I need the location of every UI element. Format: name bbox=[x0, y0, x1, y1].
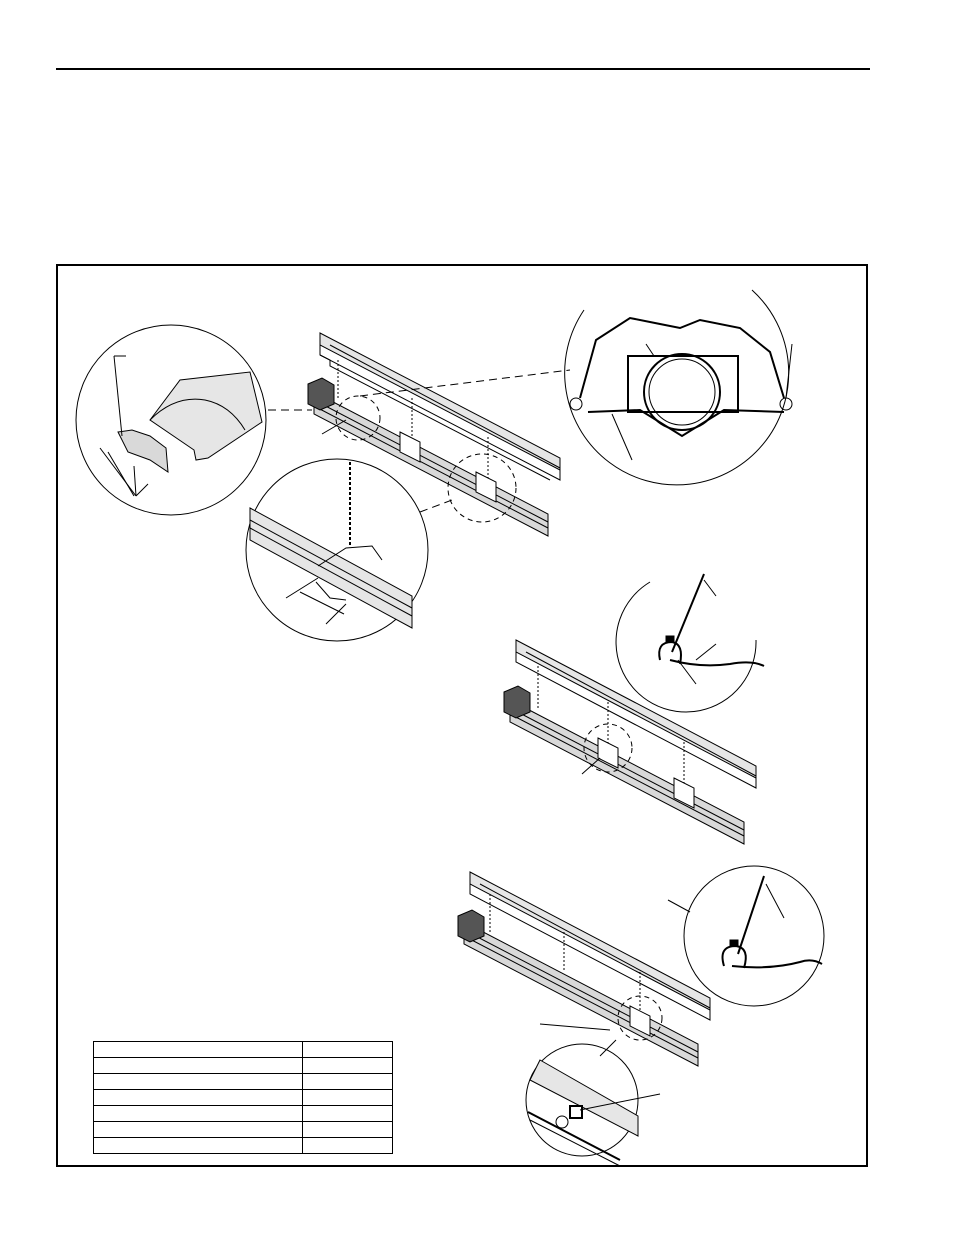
table-row bbox=[94, 1058, 393, 1074]
table-row bbox=[94, 1090, 393, 1106]
chain-hanger-detail bbox=[246, 459, 428, 641]
end-cap-detail bbox=[76, 325, 266, 515]
hook-detail-lower bbox=[668, 866, 824, 1006]
reflector-hanger-detail bbox=[564, 267, 800, 503]
heater-assembly-bottom bbox=[458, 872, 710, 1066]
table-row bbox=[94, 1074, 393, 1090]
table-row bbox=[94, 1042, 393, 1058]
reflector-joint-detail bbox=[526, 1040, 660, 1166]
table-row bbox=[94, 1122, 393, 1138]
table-row bbox=[94, 1138, 393, 1154]
hook-detail-upper bbox=[616, 574, 764, 712]
spec-table bbox=[93, 1041, 393, 1154]
heater-assembly-middle bbox=[504, 640, 756, 844]
table-row bbox=[94, 1106, 393, 1122]
ceiling-channel bbox=[320, 333, 560, 470]
burner-box-top bbox=[308, 378, 334, 410]
